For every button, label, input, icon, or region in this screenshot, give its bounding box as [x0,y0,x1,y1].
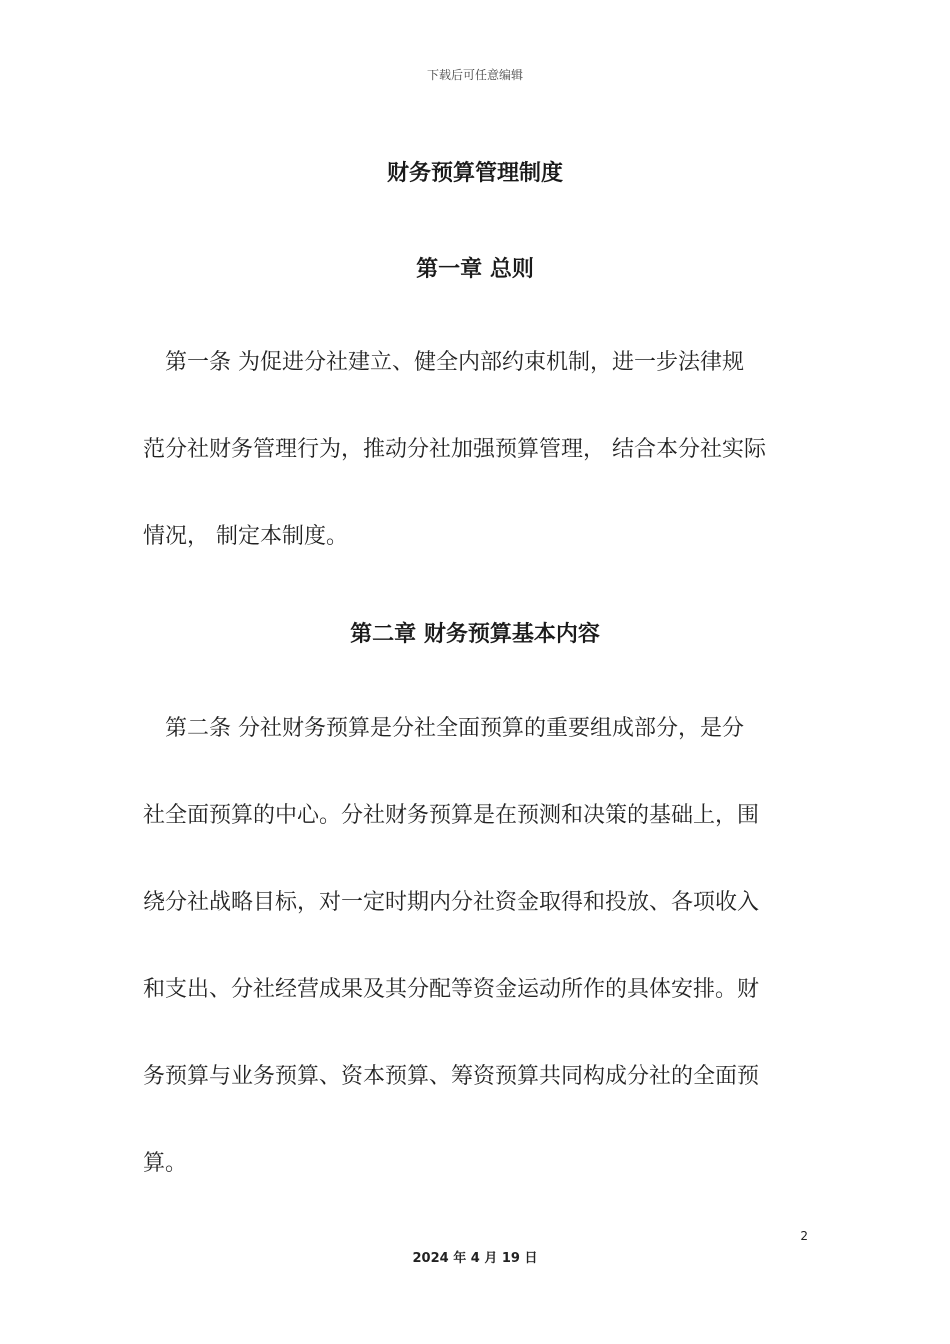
chapter-1-heading: 第一章 总则 [416,257,534,282]
article-2-line: 务预算与业务预算、资本预算、筹资预算共同构成分社的全面预 [143,1064,760,1089]
page-number: 2 [800,1229,808,1243]
article-1-line: 第一条 为促进分社建立、健全内部约束机制，进一步法律规 [143,350,744,375]
document-title: 财务预算管理制度 [386,161,563,186]
article-1-line: 范分社财务管理行为，推动分社加强预算管理， 结合本分社实际 [143,437,766,462]
article-2-line: 第二条 分社财务预算是分社全面预算的重要组成部分，是分 [143,716,744,741]
article-1-line: 情况， 制定本制度。 [143,524,348,549]
article-2-paragraph [143,685,807,1207]
article-2-line: 和支出、分社经营成果及其分配等资金运动所作的具体安排。财 [143,977,760,1002]
header-note: 下载后可任意编辑 [426,68,523,82]
article-2-line: 绕分社战略目标，对一定时期内分社资金取得和投放、各项收入 [143,890,760,915]
article-1-paragraph [143,319,807,580]
footer-date: 2024 年 4 月 19 日 [412,1251,538,1266]
chapter-2-heading: 第二章 财务预算基本内容 [350,622,600,647]
article-2-line: 社全面预算的中心。分社财务预算是在预测和决策的基础上，围 [143,803,760,828]
article-2-line: 算。 [143,1151,188,1176]
